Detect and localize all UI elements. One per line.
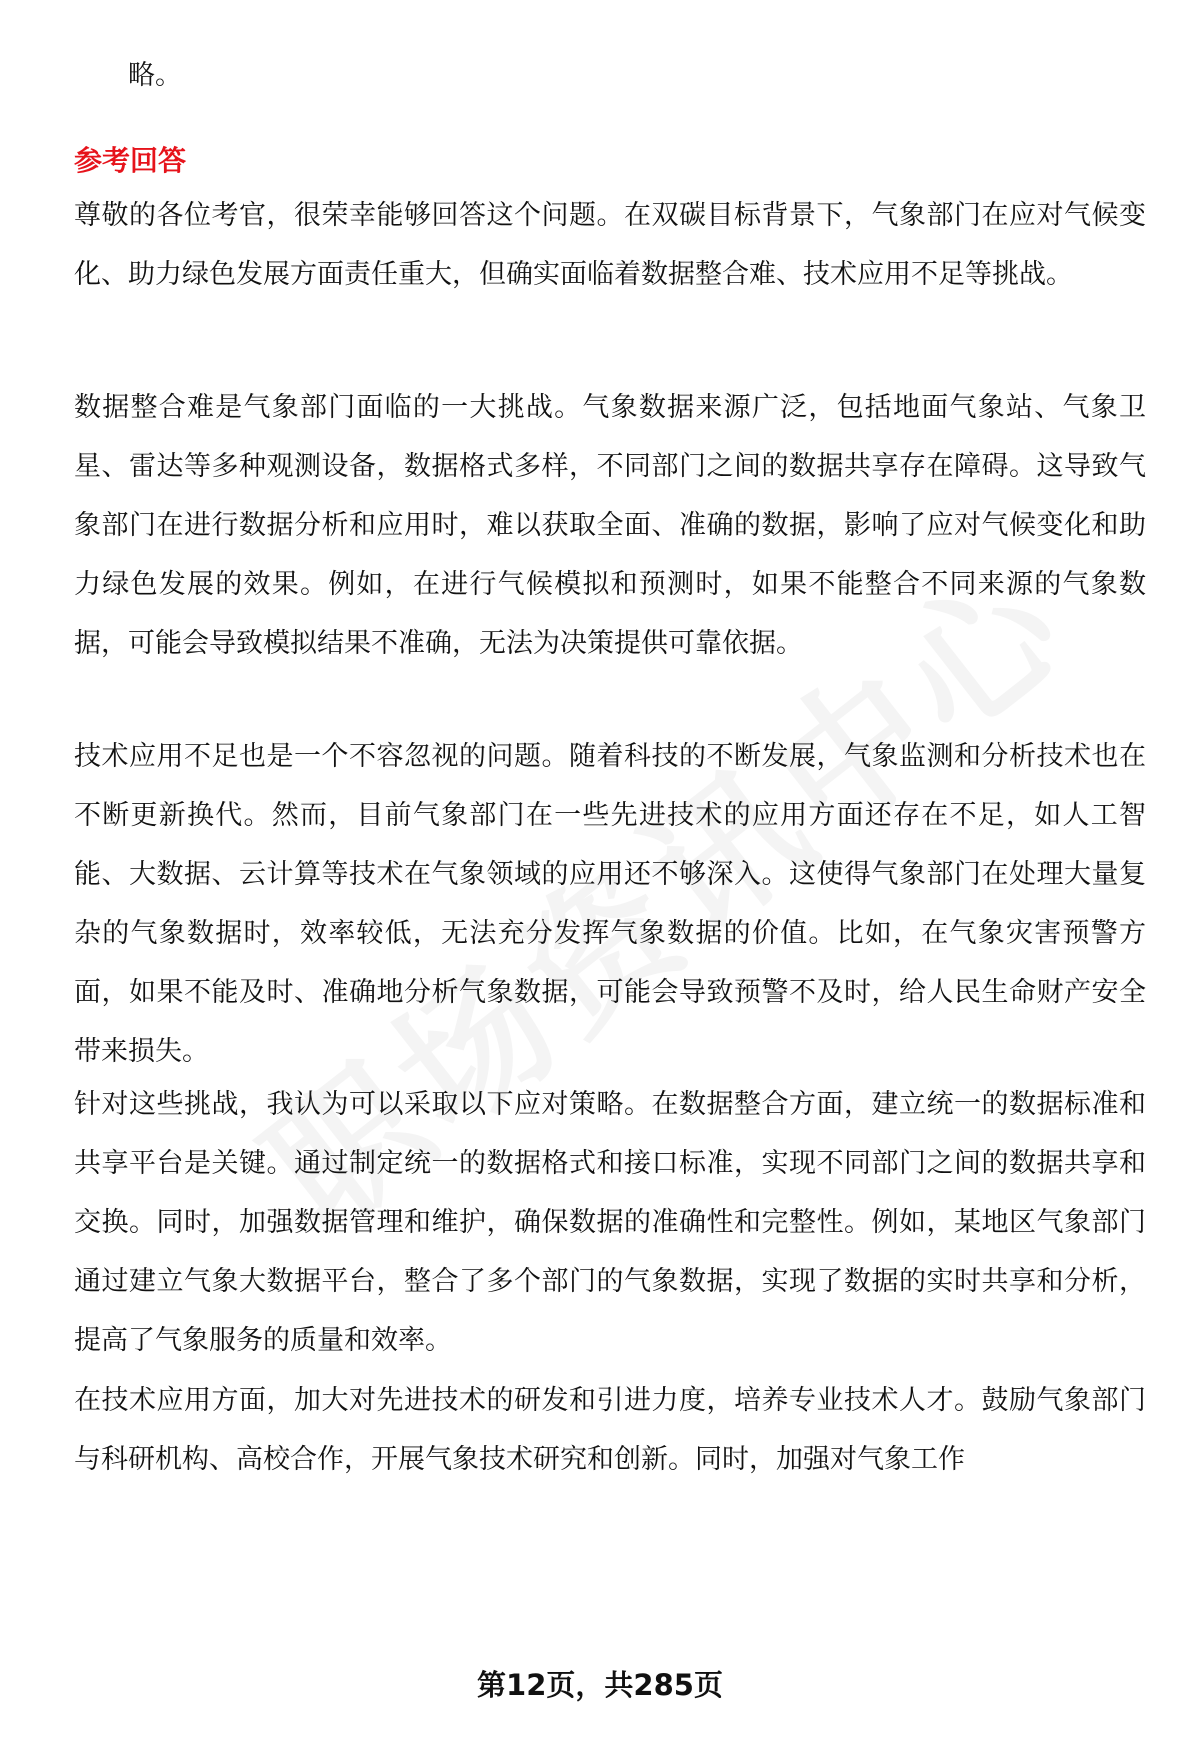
paragraph-technology-gap: 技术应用不足也是一个不容忽视的问题。随着科技的不断发展，气象监测和分析技术也在不断更新换代。然而，目前气象部门在一些先进技术的应用方面还存在不足，如人工智能、大数据、云计算等技术在气象领域的应用还不够深入。这使得气象部门在处理大量复杂的气象数据时，效率较低，无法充分发挥气象数据的价值。比如，在气象灾害预警方面，如果不能及时、准确地分析气象数据，可能会导致预警不及时，给人民生命财产安全带来损失。 [74, 741, 1146, 1067]
paragraph-strategy-data: 针对这些挑战，我认为可以采取以下应对策略。在数据整合方面，建立统一的数据标准和共享平台是关键。通过制定统一的数据格式和接口标准，实现不同部门之间的数据共享和交换。同时，加强数据管理和维护，确保数据的准确性和完整性。例如，某地区气象部门通过建立气象大数据平台，整合了多个部门的气象数据，实现了数据的实时共享和分析，提高了气象服务的质量和效率。 [74, 1089, 1146, 1356]
paragraph-intro: 尊敬的各位考官，很荣幸能够回答这个问题。在双碳目标背景下，气象部门在应对气候变化、助力绿色发展方面责任重大，但确实面临着数据整合难、技术应用不足等挑战。 [74, 200, 1146, 290]
section-heading: 参考回答 [74, 144, 187, 177]
page-indicator: 第12页，共285页 [477, 1668, 723, 1702]
continuation-text: 略。 [128, 60, 182, 91]
paragraph-strategy-technology: 在技术应用方面，加大对先进技术的研发和引进力度，培养专业技术人才。鼓励气象部门与科研机构、高校合作，开展气象技术研究和创新。同时，加强对气象工作 [74, 1385, 1146, 1475]
paragraph-data-integration: 数据整合难是气象部门面临的一大挑战。气象数据来源广泛，包括地面气象站、气象卫星、雷达等多种观测设备，数据格式多样，不同部门之间的数据共享存在障碍。这导致气象部门在进行数据分析和应用时，难以获取全面、准确的数据，影响了应对气候变化和助力绿色发展的效果。例如，在进行气候模拟和预测时，如果不能整合不同来源的气象数据，可能会导致模拟结果不准确，无法为决策提供可靠依据。 [74, 392, 1146, 659]
